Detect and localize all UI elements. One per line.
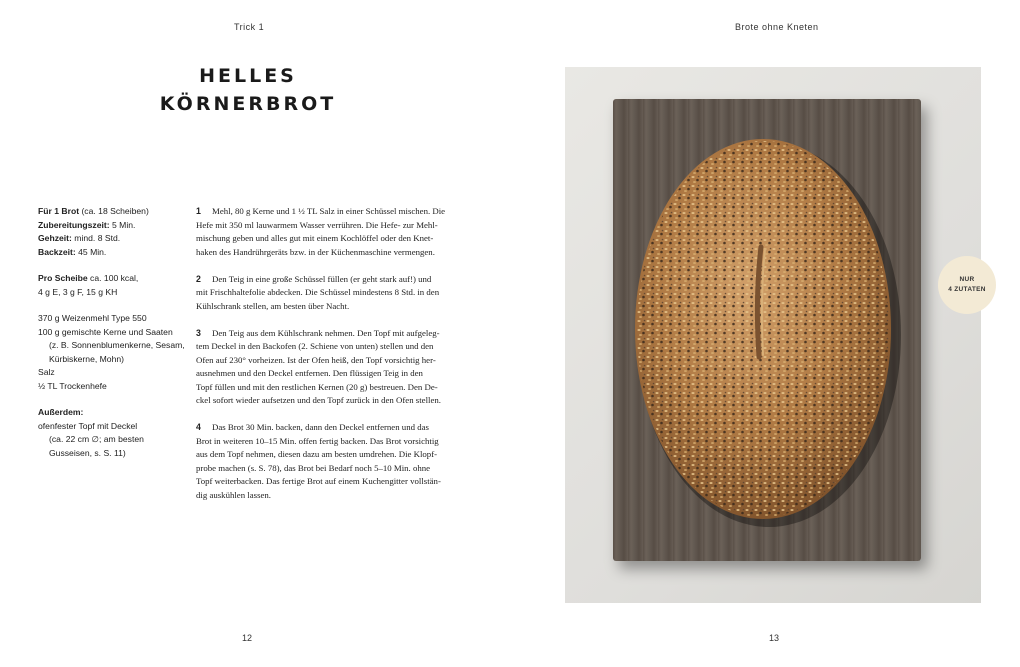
step-text: probe machen (s. S. 78), das Brot bei Bedarf noch 5–10 Min. ohne bbox=[196, 462, 431, 473]
step-text: Brot in weiteren 10–15 Min. offen fertig backen. Das Brot vorsichtig bbox=[196, 435, 439, 446]
step-text: Mehl, 80 g Kerne und 1 ½ TL Salz in einer Schüssel mischen. Die bbox=[212, 206, 446, 216]
step-line bbox=[196, 273, 458, 287]
step-text: Kühlschrank stellen, am besten über Nacht. bbox=[196, 300, 350, 311]
step-text: mischung geben und alles gut mit einem Kochlöffel oder den Knet- bbox=[196, 233, 434, 243]
step-text: tem Deckel in den Backofen (2. Schiene von unten) stellen und den bbox=[196, 341, 434, 351]
step-text: haken des Handrührgeräts bzw. in der Küchenmaschine vermengen. bbox=[196, 246, 435, 257]
spacer bbox=[38, 259, 188, 272]
page-number-right: 13 bbox=[769, 633, 780, 643]
step-text: ckel sofort wieder aufsetzen und den Topf zurück in den Ofen stellen. bbox=[196, 395, 441, 405]
step-line bbox=[196, 327, 458, 341]
bake-time-value: 45 Min. bbox=[75, 246, 107, 257]
ingredient-salt: Salz bbox=[38, 367, 55, 377]
rest-time-label: Gehzeit: bbox=[38, 233, 72, 243]
yield-label: Für 1 Brot bbox=[38, 206, 80, 216]
step-text: Hefe mit 350 ml lauwarmem Wasser verrühren. Die Hefe- zur Mehl- bbox=[196, 219, 438, 230]
rest-time-value: mind. 8 Std. bbox=[71, 233, 121, 243]
ingredient-seeds-detail: Kürbiskerne, Mohn) bbox=[49, 353, 124, 364]
rest-time-line bbox=[38, 232, 188, 246]
bake-time-label: Backzeit: bbox=[38, 246, 76, 257]
running-header-left: Trick 1 bbox=[234, 22, 265, 32]
step-2 bbox=[196, 273, 458, 314]
extra-equipment-label: Außerdem: bbox=[38, 407, 84, 417]
bread-loaf bbox=[565, 67, 981, 603]
step-line bbox=[196, 421, 458, 435]
badge-line-1: NUR bbox=[959, 276, 975, 283]
step-text: Topf füllen und mit den restlichen Kernen (20 g) bestreuen. Den De- bbox=[196, 381, 438, 392]
step-number: 2 bbox=[196, 273, 201, 284]
instructions bbox=[196, 205, 458, 516]
yield-line bbox=[38, 205, 188, 219]
spacer bbox=[38, 393, 188, 406]
ingredient-yeast: ½ TL Trockenhefe bbox=[38, 380, 107, 391]
yield-value: (ca. 18 Scheiben) bbox=[79, 206, 149, 216]
ingredient-seeds: 100 g gemischte Kerne und Saaten bbox=[38, 326, 173, 337]
prep-time-line bbox=[38, 219, 188, 233]
ingredient-count-badge bbox=[938, 256, 996, 314]
equipment-pot: ofenfester Topf mit Deckel bbox=[38, 420, 138, 431]
bake-time-line bbox=[38, 246, 188, 260]
step-text: mit Frischhaltefolie abdecken. Die Schüssel mindestens 8 Std. in den bbox=[196, 287, 440, 297]
step-3 bbox=[196, 327, 458, 408]
bread-photo bbox=[565, 67, 981, 603]
prep-time-value: 5 Min. bbox=[109, 219, 136, 230]
step-number: 1 bbox=[196, 206, 201, 216]
ingredient-seeds-detail: (z. B. Sonnenblumenkerne, Sesam, bbox=[49, 340, 185, 350]
recipe-title-line-2: KÖRNERBROT bbox=[159, 93, 337, 115]
page-number-left: 12 bbox=[242, 633, 253, 643]
step-text: Den Teig in eine große Schüssel füllen (er geht stark auf!) und bbox=[212, 273, 432, 284]
nutrition-label: Pro Scheibe bbox=[38, 273, 88, 283]
step-number: 4 bbox=[196, 422, 201, 432]
step-text: Ofen auf 230° vorheizen. Ist der Ofen heiß, den Topf vorsichtig her- bbox=[196, 354, 436, 365]
recipe-info bbox=[38, 205, 188, 460]
nutrition-macros: 4 g E, 3 g F, 15 g KH bbox=[38, 286, 118, 297]
step-text: aus dem Topf nehmen, diesen dazu am besten umdrehen. Die Klopf- bbox=[196, 449, 438, 459]
step-text: ausnehmen und den Deckel entfernen. Den flüssigen Teig in den bbox=[196, 368, 423, 378]
step-text: dig auskühlen lassen. bbox=[196, 489, 272, 500]
running-header-right: Brote ohne Kneten bbox=[735, 22, 819, 32]
recipe-title bbox=[150, 62, 346, 118]
step-number: 3 bbox=[196, 327, 201, 338]
badge-line-2: 4 ZUTATEN bbox=[948, 286, 986, 293]
ingredient-flour: 370 g Weizenmehl Type 550 bbox=[38, 313, 147, 323]
spacer bbox=[38, 299, 188, 312]
step-line bbox=[196, 205, 458, 219]
nutrition-value: ca. 100 kcal, bbox=[87, 273, 139, 283]
nutrition-line bbox=[38, 272, 188, 286]
equipment-pot-detail: Gusseisen, s. S. 11) bbox=[49, 447, 126, 458]
step-text: Das Brot 30 Min. backen, dann den Deckel entfernen und das bbox=[212, 422, 429, 432]
step-4 bbox=[196, 421, 458, 502]
step-1 bbox=[196, 205, 458, 259]
step-text: Den Teig aus dem Kühlschrank nehmen. Den Topf mit aufgeleg- bbox=[212, 327, 440, 338]
step-text: Topf weiterbacken. Das fertige Brot auf einem Kuchengitter vollstän- bbox=[196, 476, 441, 486]
recipe-title-line-1: HELLES bbox=[199, 65, 297, 87]
equipment-pot-detail: (ca. 22 cm ∅; am besten bbox=[49, 434, 144, 444]
prep-time-label: Zubereitungszeit: bbox=[38, 219, 110, 230]
